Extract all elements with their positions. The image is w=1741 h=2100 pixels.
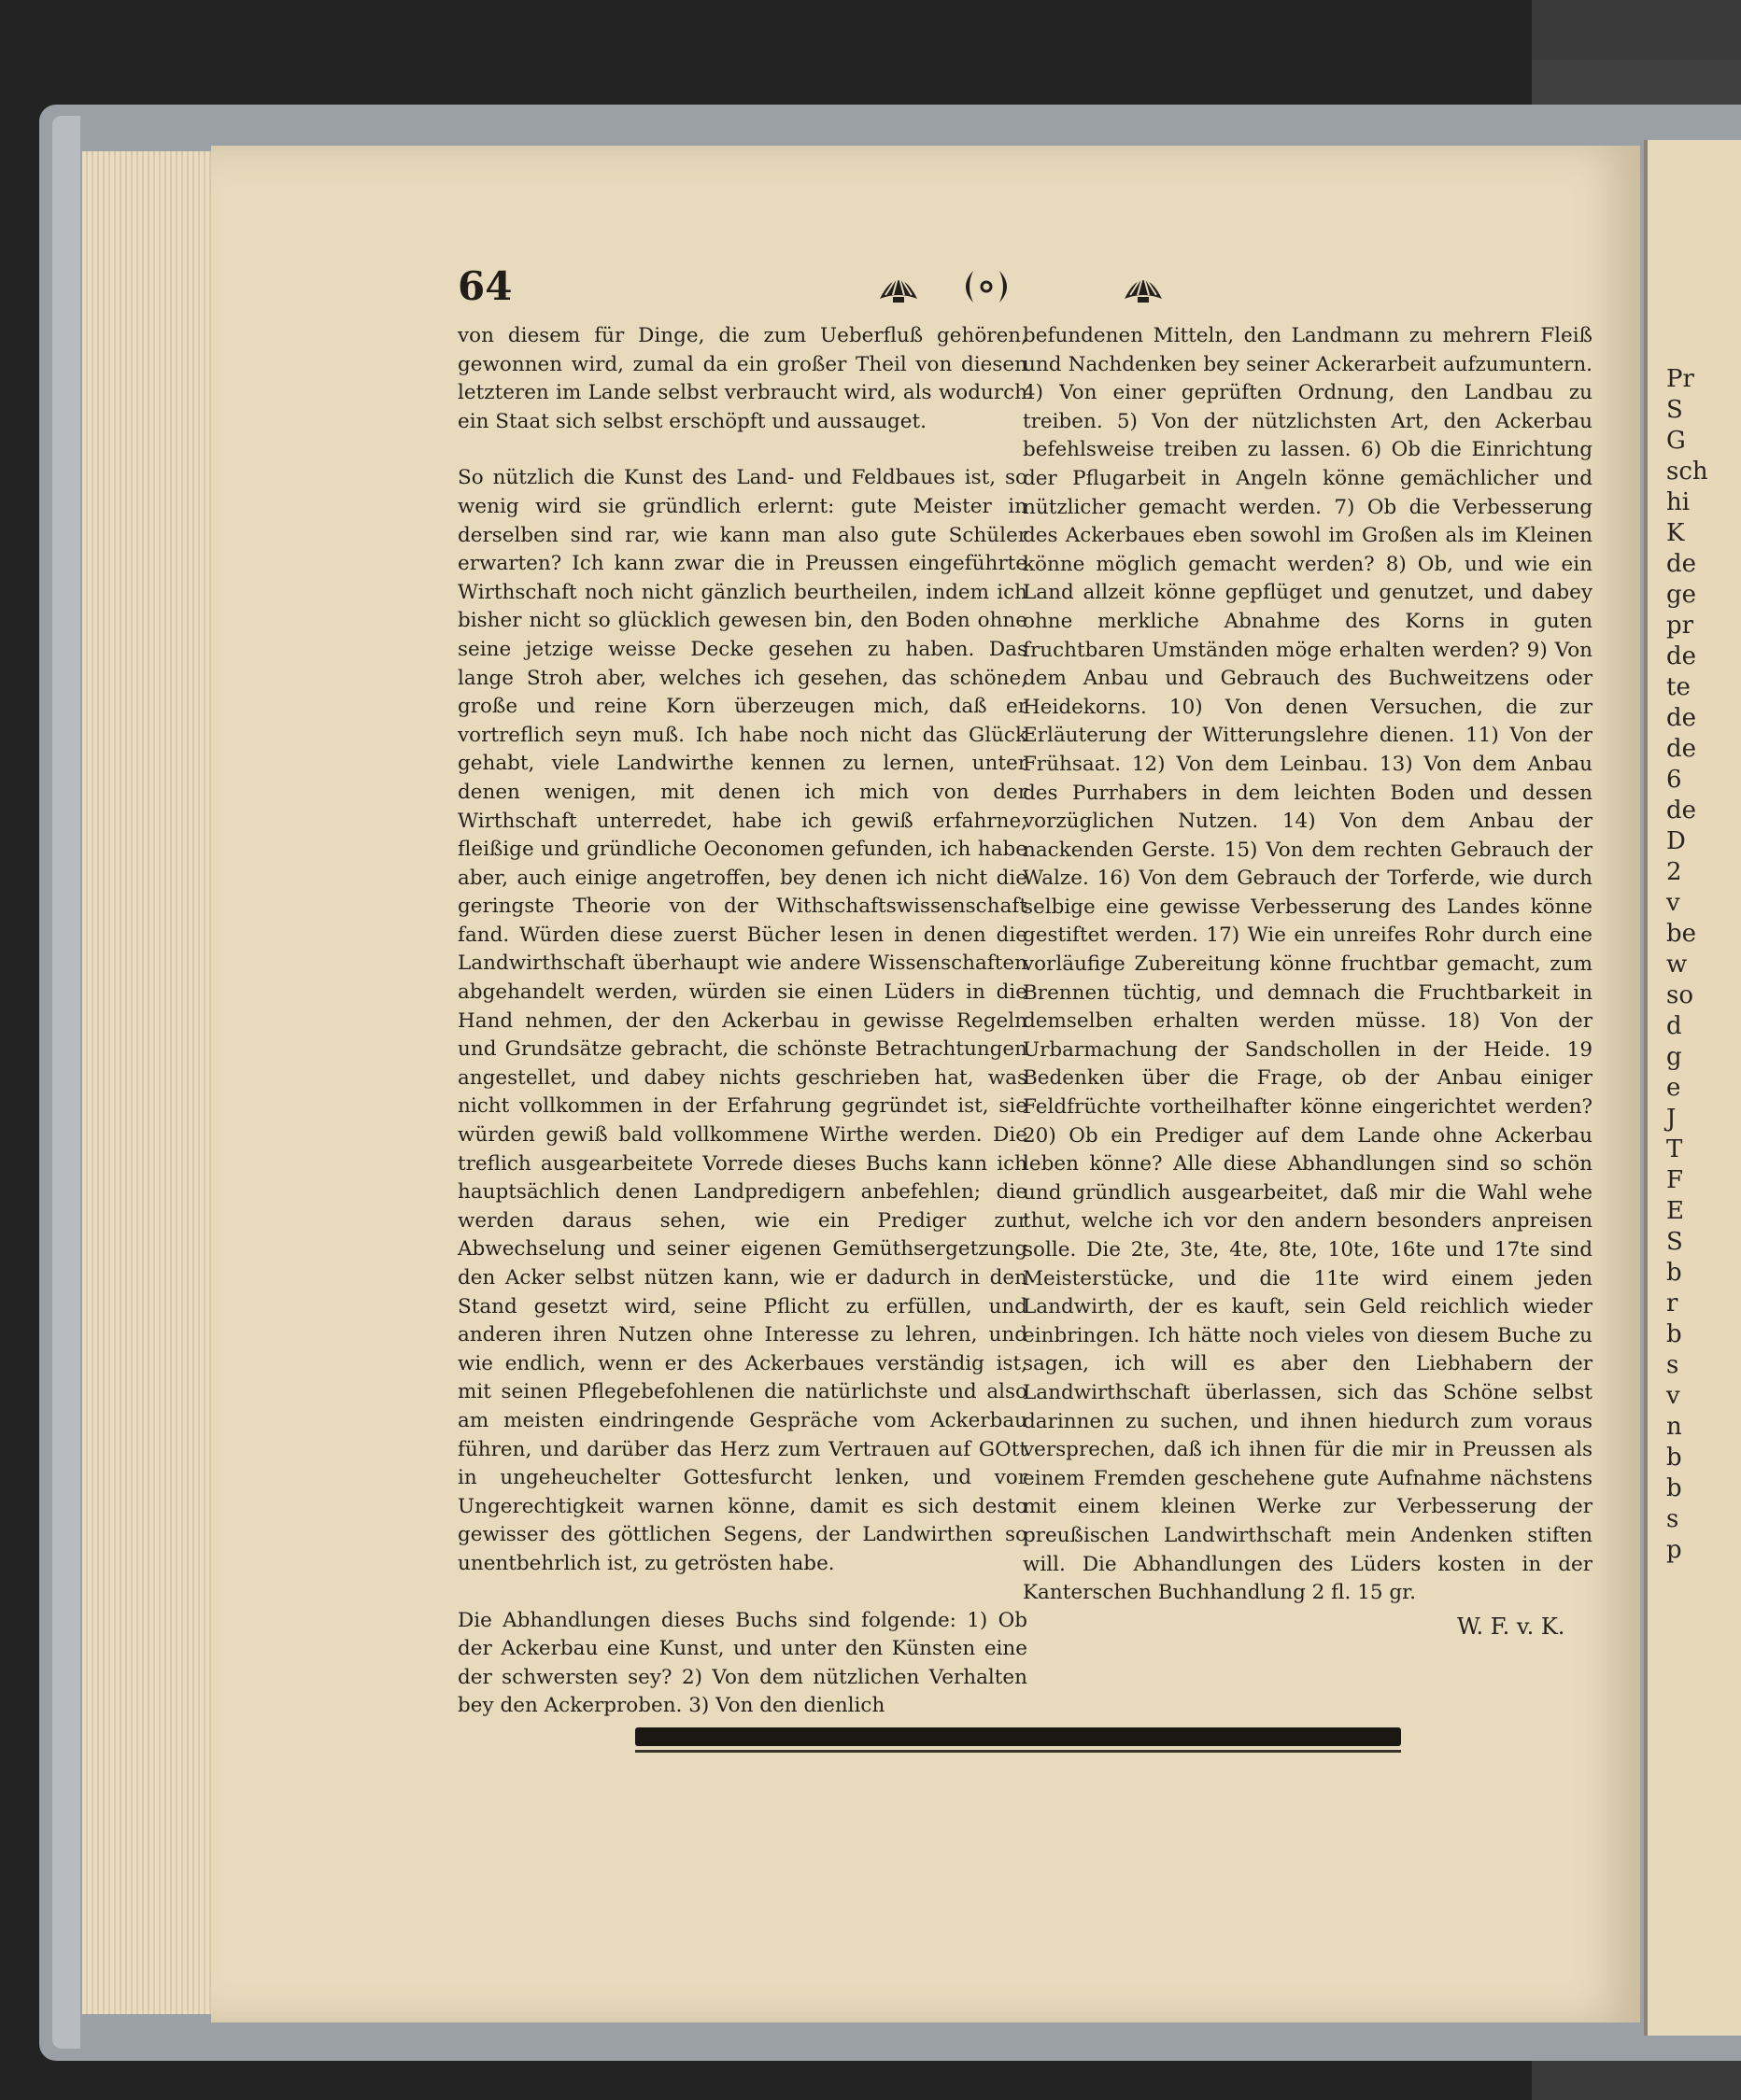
facing-page-fragment: p [1666, 1536, 1682, 1564]
facing-page-fragment: Pr [1666, 365, 1694, 393]
crescent-ornament-icon [956, 267, 1016, 306]
facing-page-fragment: G [1666, 427, 1686, 455]
facing-page-fragment: T [1666, 1135, 1683, 1163]
author-signature: W. F. v. K. [1457, 1614, 1565, 1640]
facing-page-fragment: e [1666, 1074, 1681, 1102]
shell-ornament-icon [1121, 267, 1166, 306]
left-text-column [458, 322, 1027, 1721]
facing-page-edge [1644, 140, 1741, 2036]
facing-page-fragment: K [1666, 519, 1685, 547]
facing-page-fragment: 6 [1666, 766, 1682, 794]
cover-edge [52, 116, 80, 2049]
facing-page-fragment: s [1666, 1351, 1679, 1379]
facing-page-fragment: de [1666, 796, 1697, 824]
facing-page-fragment: pr [1666, 612, 1694, 640]
running-head [0, 263, 1741, 319]
facing-page-fragment: b [1666, 1320, 1682, 1348]
facing-page-fragment: 2 [1666, 858, 1682, 886]
facing-page-fragment: be [1666, 920, 1697, 948]
facing-page-fragment: de [1666, 550, 1697, 578]
facing-page-fragment: v [1666, 1382, 1680, 1410]
facing-page-fragment: te [1666, 673, 1691, 701]
facing-page-fragment: S [1666, 1228, 1683, 1256]
facing-page-fragment: hi [1666, 488, 1691, 516]
facing-page-fragment: de [1666, 642, 1697, 670]
facing-page-fragment: s [1666, 1505, 1679, 1533]
facing-page-fragment: b [1666, 1444, 1682, 1472]
paragraph: Die Abhandlungen dieses Buchs sind folgende: 1) Ob der Ackerbau eine Kunst, und unter den Künsten eine der schwersten sey? 2) Von dem nützlichen Verhalten bey den Ackerproben. 3) Von den dienlich [458, 1608, 1027, 1718]
facing-page-fragment: sch [1666, 458, 1708, 486]
facing-page-fragments [1666, 364, 1708, 1566]
paragraph: So nützlich die Kunst des Land- und Feldbaues ist, so wenig wird sie gründlich erlernt: gute Meister in derselben sind rar, wie kann man also gute Schüler erwarten? Ich kann zwar die in Preussen eingeführte Wirthschaft noch nicht gänzlich beurtheilen, indem ich bisher nicht so glücklich gewesen bin, den Boden ohne seine jetzige weisse Decke gesehen zu haben. Das lange Stroh aber, welches ich gesehen, das schöne, große und reine Korn überzeugen mich, daß er vortreflich seyn muß. Ich habe noch nicht das Glück gehabt, viele Landwirthe kennen zu lernen, unter denen wenigen, mit denen ich mich von der Wirthschaft unterredet, habe ich gewiß erfahrne, fleißige und gründliche Oeconomen gefunden, ich habe aber, auch einige angetroffen, bey denen ich nicht die geringste Theorie von der Withschaftswissenschaft fand. Würden diese zuerst Bücher lesen in denen die Landwirthschaft überhaupt wie andere Wissenschaften abgehandelt werden, würden sie einen Lüders in die Hand nehmen, der den Ackerbau in gewisse Regeln und Grundsätze gebracht, die schönste Betrachtungen angestellet, und dabey nichts geschrieben hat, was nicht vollkommen in der Erfahrung gegründet ist, sie würden gewiß bald vollkommene Wirthe werden. Die treflich ausgearbeitete Vorrede dieses Buchs kann ich hauptsächlich denen Landpredigern anbefehlen; die werden daraus sehen, wie ein Prediger zur Abwechselung und seiner eigenen Gemüthsergetzung den Acker selbst nützen kann, wie er dadurch in den Stand gesetzt wird, seine Pflicht zu erfüllen, und anderen ihren Nutzen ohne Interesse zu lehren, und wie endlich, wenn er des Ackerbaues verständig ist, mit seinen Pflegebefohlenen die natürlichste und also am meisten eindringende Gespräche vom Ackerbau führen, und darüber das Herz zum Vertrauen auf GOtt in ungeheuchelter Gottesfurcht lenken, und vor Ungerechtigkeit warnen könne, damit es sich desto gewisser des göttlichen Segens, der Landwirthen so unentbehrlich ist, zu getrösten habe. [458, 466, 1027, 1575]
facing-page-fragment: d [1666, 1012, 1682, 1040]
facing-page-fragment: F [1666, 1166, 1684, 1194]
facing-page-fragment: w [1666, 951, 1688, 979]
page-number: 64 [458, 263, 513, 309]
paragraph: von diesem für Dinge, die zum Ueberfluß gehören, gewonnen wird, zumal da ein großer Theil von diesen letzteren im Lande selbst verbraucht wird, als wodurch ein Staat sich selbst erschöpft und aussauget. [458, 324, 1027, 433]
paragraph: befundenen Mitteln, den Landmann zu mehrern Fleiß und Nachdenken bey seiner Ackerarbeit aufzumuntern. 4) Von einer geprüften Ordnung, den Landbau zu treiben. 5) Von der nützlichsten Art, den Ackerbau befehlsweise treiben zu lassen. 6) Ob die Einrichtung der Pflugarbeit in Angeln könne gemächlicher und nützlicher gemacht werden. 7) Ob die Verbesserung des Ackerbaues eben sowohl im Großen als im Kleinen könne möglich gemacht werden? 8) Ob, und wie ein Land allzeit könne gepflüget und genutzet, und dabey ohne merkliche Abnahme des Korns in guten fruchtbaren Umständen möge erhalten werden? 9) Von dem Anbau und Gebrauch des Buchweitzens oder Heidekorns. 10) Von denen Versuchen, die zur Erläuterung der Witterungslehre dienen. 11) Von der Frühsaat. 12) Von dem Leinbau. 13) Von dem Anbau des Purrhabers in dem leichten Boden und dessen vorzüglichen Nutzen. 14) Von dem Anbau der nackenden Gerste. 15) Von dem rechten Gebrauch der Walze. 16) Von dem Gebrauch der Torferde, wie durch selbige eine gewisse Verbesserung des Landes könne gestiftet werden. 17) Wie ein unreifes Rohr durch eine vorläufige Zubereitung könne fruchtbar gemacht, zum Brennen tüchtig, und demnach die Fruchtbarkeit in demselben erhalten werden müsse. 18) Von der Urbarmachung der Sandschollen in der Heide. 19 Bedenken über die Frage, ob der Anbau einiger Feldfrüchte vortheilhafter könne eingerichtet werden? 20) Ob ein Prediger auf dem Lande ohne Ackerbau leben könne? Alle diese Abhandlungen sind so schön und gründlich ausgearbeitet, daß mir die Wahl wehe thut, welche ich vor den andern besonders anpreisen solle. Die 2te, 3te, 4te, 8te, 10te, 16te und 17te sind Meisterstücke, und die 11te wird einem jeden Landwirth, der es kauft, sein Geld reichlich wieder einbringen. Ich hätte noch vieles von diesem Buche zu sagen, ich will es aber den Liebhabern der Landwirthschaft überlassen, sich das Schöne selbst darinnen zu suchen, und ihnen hiedurch zum voraus versprechen, daß ich ihnen für die mir in Preussen als einem Fremden geschehene gute Aufnahme nächstens mit einem kleinen Werke zur Verbesserung der preußischen Landwirthschaft mein Andenken stiften will. Die Abhandlungen des Lüders kosten in der Kanterschen Buchhandlung 2 fl. 15 gr. [1023, 324, 1592, 1605]
page-stack-edges [82, 151, 232, 2014]
section-rule [635, 1727, 1401, 1746]
facing-page-fragment: ge [1666, 581, 1697, 609]
facing-page-fragment: n [1666, 1413, 1682, 1441]
facing-page-fragment: b [1666, 1259, 1682, 1287]
section-rule-thin [635, 1750, 1401, 1753]
facing-page-fragment: g [1666, 1043, 1682, 1071]
facing-page-fragment: S [1666, 396, 1683, 424]
facing-page-fragment: J [1666, 1105, 1677, 1133]
shell-ornament-icon [876, 267, 921, 306]
facing-page-fragment: v [1666, 889, 1680, 917]
facing-page-fragment: de [1666, 704, 1697, 732]
facing-page-fragment: de [1666, 735, 1697, 763]
right-text-column [1023, 322, 1592, 1608]
facing-page-fragment: D [1666, 827, 1686, 855]
facing-page-fragment: b [1666, 1474, 1682, 1502]
facing-page-fragment: E [1666, 1197, 1684, 1225]
facing-page-fragment: r [1666, 1290, 1678, 1318]
facing-page-fragment: so [1666, 981, 1693, 1009]
